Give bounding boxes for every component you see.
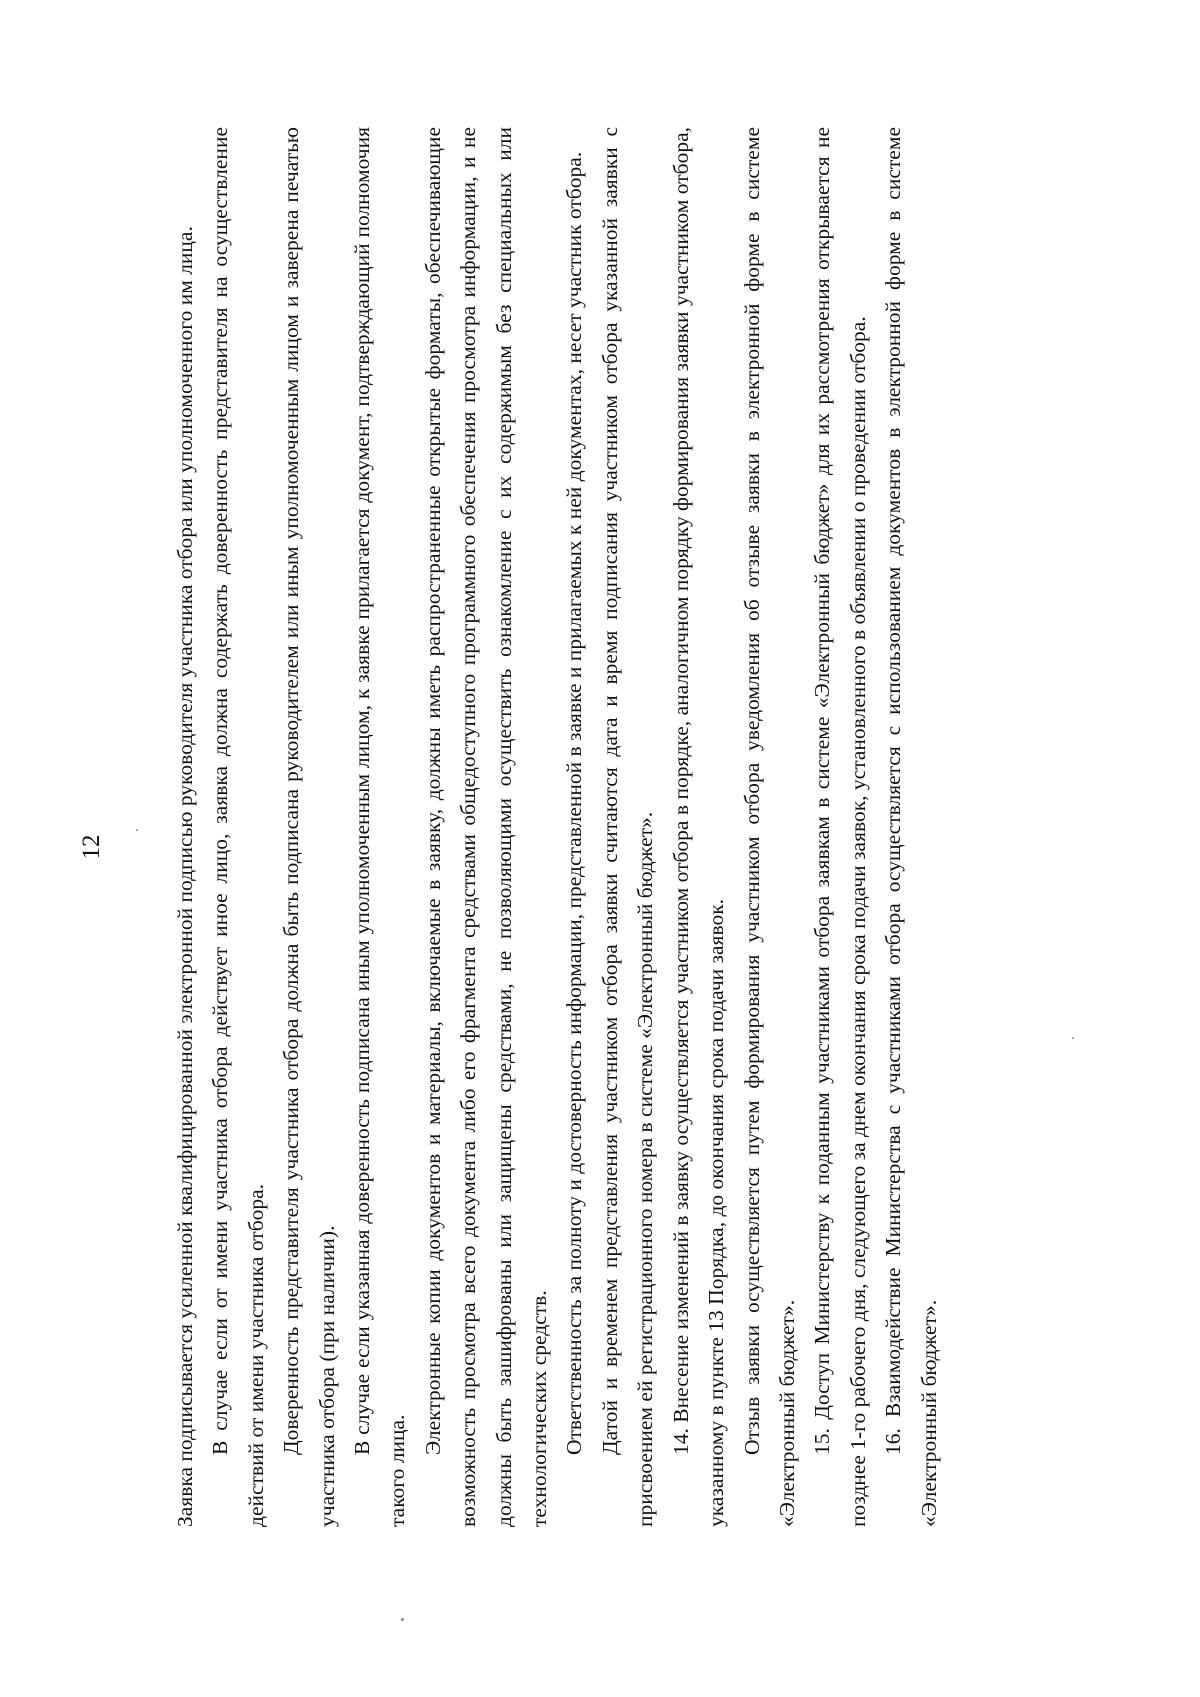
scan-speck: [401, 1618, 404, 1621]
paragraph: 14. Внесение изменений в заявку осуществляется участником отбора в порядке, аналогичном порядку формирования заявки участником отбора, указанному в пункте 13 Порядка, до окончания срока подачи заявок.: [668, 127, 729, 1527]
paragraph: В случае если от имени участника отбора действует иное лицо, заявка должна содержать доверенность представителя на осуществление действий от имени участника отбора.: [208, 127, 268, 1527]
paragraph: Датой и временем представления участником отбора заявки считаются дата и время подписания участником отбора указанной заявки с присвоением ей регистрационного номера в системе «Электронный бюджет».: [597, 127, 658, 1527]
paragraph: Электронные копии документов и материалы, включаемые в заявку, должны иметь распространенные открытые форматы, обеспечивающие возможность просмотра всего документа либо его фрагмента средствами общедоступного программного обеспечения просмотра информации, и не должны быть зашифрованы или защищены средствами, не позволяющими осуществить ознакомление с их содержимым без специальных или технологических средств.: [420, 127, 552, 1527]
scan-speck: [136, 829, 138, 831]
document-body: [168, 127, 947, 1527]
page-number: 12: [78, 834, 105, 860]
paragraph: Заявка подписывается усиленной квалифицированной электронной подписью руководителя участника отбора или уполномоченного им лица.: [173, 226, 197, 1527]
paragraph: 16. Взаимодействие Министерства с участниками отбора осуществляется с использованием документов в электронной форме в системе «Электронный бюджет».: [881, 127, 941, 1527]
scan-speck: [1072, 1037, 1074, 1039]
paragraph: Доверенность представителя участника отбора должна быть подписана руководителем или иным уполномоченным лицом и заверена печатью участника отбора (при наличии).: [279, 127, 339, 1527]
paragraph: 15. Доступ Министерству к поданным участниками отбора заявкам в системе «Электронный бюджет» для их рассмотрения открывается не позднее 1-го рабочего дня, следующего за днем окончания срока подачи заявок, установленного в объявлении о проведении отбора.: [810, 127, 870, 1527]
paragraph: Ответственность за полноту и достоверность информации, представленной в заявке и прилагаемых к ней документах, несет участник отбора.: [562, 151, 587, 1455]
paragraph: В случае если указанная доверенность подписана иным уполномоченным лицом, к заявке прилагается документ, подтверждающий полномочия такого лица.: [350, 127, 410, 1527]
paragraph: Отзыв заявки осуществляется путем формирования участником отбора уведомления об отзыве заявки в электронной форме в системе «Электронный бюджет».: [739, 127, 799, 1527]
